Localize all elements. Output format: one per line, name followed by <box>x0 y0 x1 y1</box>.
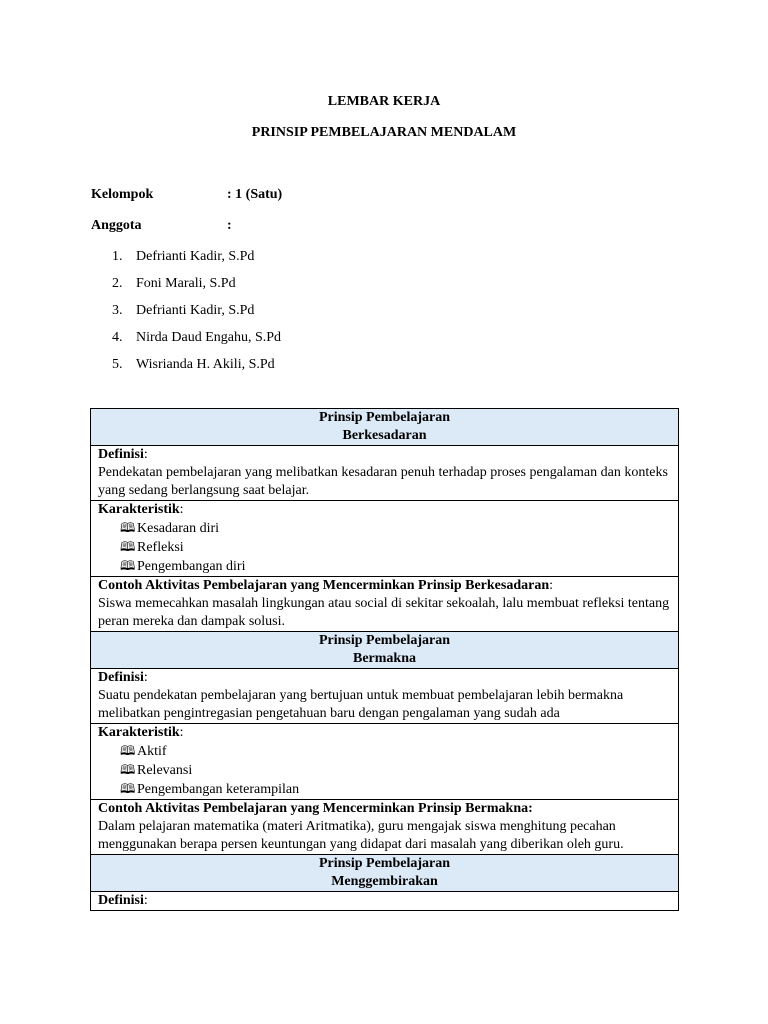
member-item <box>112 329 281 356</box>
open-book-icon: 🕮 <box>120 762 136 777</box>
principles-table <box>90 408 679 911</box>
member-name: Wisrianda H. Akili, S.Pd <box>136 357 275 372</box>
definition-label: Definisi <box>98 670 144 685</box>
member-name: Nirda Daud Engahu, S.Pd <box>136 330 282 345</box>
characteristics-row <box>91 724 679 800</box>
example-row <box>91 800 679 855</box>
members-row <box>91 217 232 235</box>
characteristic-item <box>98 557 671 576</box>
example-text: Dalam pelajaran matematika (materi Aritmatika), guru mengajak siswa menghitung pecahan menggunakan berapa persen keuntungan yang didapat dari masalah yang diberikan oleh guru. <box>98 819 624 852</box>
characteristics-colon: : <box>179 502 184 517</box>
member-item <box>112 248 281 275</box>
characteristics-label: Karakteristik <box>98 502 180 517</box>
principle-header-cell <box>91 632 679 669</box>
principle-header-cell <box>91 855 679 892</box>
open-book-icon: 🕮 <box>120 558 136 573</box>
principle-header-row <box>91 409 679 446</box>
principle-header-line: Prinsip Pembelajaran <box>318 410 451 425</box>
characteristic-text: Pengembangan diri <box>137 559 246 574</box>
member-number: 3. <box>112 303 123 318</box>
definition-cell <box>91 446 679 501</box>
characteristic-item <box>98 519 671 538</box>
example-cell <box>91 577 679 632</box>
open-book-icon: 🕮 <box>120 539 136 554</box>
open-book-icon: 🕮 <box>120 520 136 535</box>
group-label: Kelompok <box>91 187 154 202</box>
definition-label: Definisi <box>98 447 144 462</box>
member-number: 1. <box>112 249 123 264</box>
member-list <box>112 248 281 383</box>
characteristics-row <box>91 501 679 577</box>
open-book-icon: 🕮 <box>120 743 136 758</box>
characteristic-item <box>98 742 671 761</box>
definition-text: Suatu pendekatan pembelajaran yang bertujuan untuk membuat pembelajaran lebih bermakna melibatkan pengintregasian pengetahuan baru dengan pengalaman yang sudah ada <box>98 688 624 721</box>
member-item <box>112 356 281 383</box>
principle-header-row <box>91 855 679 892</box>
example-cell <box>91 800 679 855</box>
member-name: Defrianti Kadir, S.Pd <box>136 303 255 318</box>
characteristic-text: Kesadaran diri <box>137 521 220 536</box>
definition-row <box>91 892 679 911</box>
characteristics-colon: : <box>179 725 184 740</box>
principle-header-line: Prinsip Pembelajaran <box>318 633 451 648</box>
document-subtitle: PRINSIP PEMBELAJARAN MENDALAM <box>251 125 517 140</box>
characteristic-text: Refleksi <box>137 540 184 555</box>
principle-name: Menggembirakan <box>331 874 438 889</box>
principle-header-row <box>91 632 679 669</box>
characteristic-text: Aktif <box>137 744 167 759</box>
example-text: Siswa memecahkan masalah lingkungan atau social di sekitar sekoalah, lalu membuat refleksi tentang peran mereka dan dampak solusi. <box>98 596 670 629</box>
definition-row <box>91 669 679 724</box>
member-name: Foni Marali, S.Pd <box>136 276 236 291</box>
member-item <box>112 302 281 329</box>
definition-colon: : <box>143 447 148 462</box>
definition-cell <box>91 892 679 911</box>
characteristic-item <box>98 780 671 799</box>
member-number: 2. <box>112 276 123 291</box>
principle-name: Berkesadaran <box>342 428 427 443</box>
member-number: 5. <box>112 357 123 372</box>
definition-label: Definisi <box>98 893 144 908</box>
document-title: LEMBAR KERJA <box>327 94 441 109</box>
characteristic-item <box>98 538 671 557</box>
definition-cell <box>91 669 679 724</box>
member-item <box>112 275 281 302</box>
definition-text: Pendekatan pembelajaran yang melibatkan kesadaran penuh terhadap proses pengalaman dan konteks yang sedang berlangsung saat belajar. <box>98 465 668 498</box>
member-number: 4. <box>112 330 123 345</box>
group-row <box>91 186 282 204</box>
members-label: Anggota <box>91 218 142 233</box>
characteristic-item <box>98 761 671 780</box>
characteristics-cell <box>91 501 679 577</box>
members-colon: : <box>227 218 232 233</box>
characteristics-label: Karakteristik <box>98 725 180 740</box>
principle-name: Bermakna <box>353 651 416 666</box>
member-name: Defrianti Kadir, S.Pd <box>136 249 255 264</box>
characteristic-text: Pengembangan keterampilan <box>137 782 300 797</box>
example-row <box>91 577 679 632</box>
characteristics-cell <box>91 724 679 800</box>
example-label: Contoh Aktivitas Pembelajaran yang Mencerminkan Prinsip Berkesadaran <box>98 578 550 593</box>
principle-header-line: Prinsip Pembelajaran <box>318 856 451 871</box>
example-label: Contoh Aktivitas Pembelajaran yang Mencerminkan Prinsip Bermakna: <box>98 801 533 816</box>
characteristic-text: Relevansi <box>137 763 193 778</box>
example-colon: : <box>549 578 554 593</box>
definition-colon: : <box>143 670 148 685</box>
definition-row <box>91 446 679 501</box>
open-book-icon: 🕮 <box>120 781 136 796</box>
group-value: : 1 (Satu) <box>227 187 283 202</box>
definition-colon: : <box>143 893 148 908</box>
principle-header-cell <box>91 409 679 446</box>
